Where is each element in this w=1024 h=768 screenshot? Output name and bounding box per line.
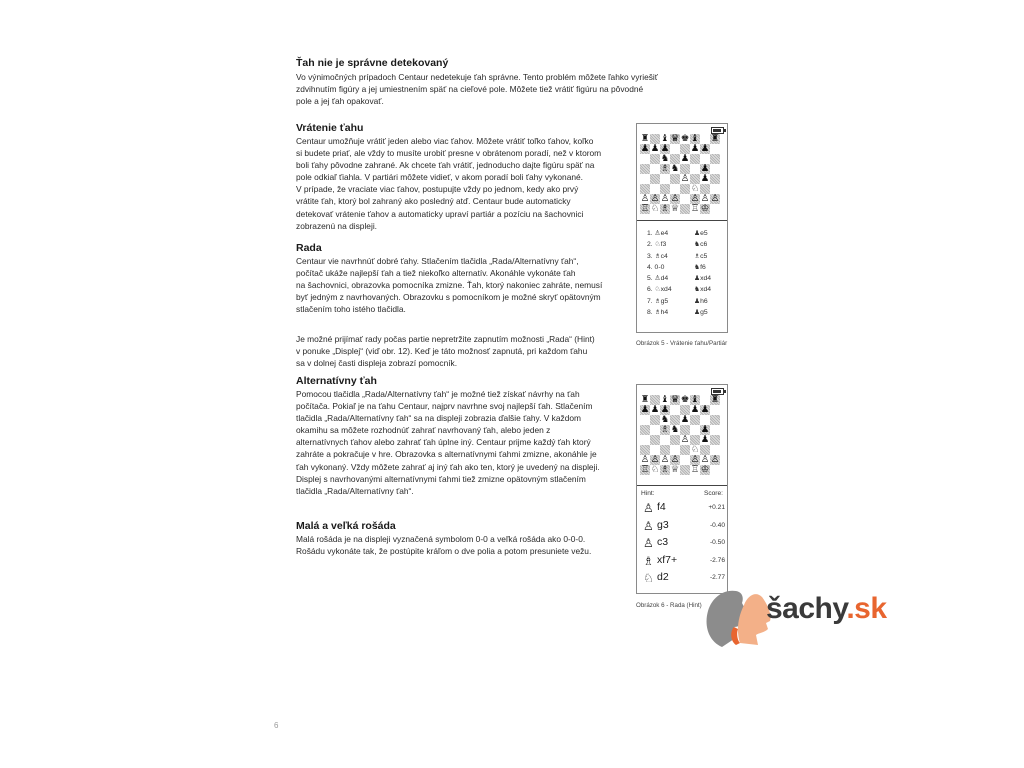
board-square bbox=[700, 184, 710, 194]
board-square bbox=[680, 425, 690, 435]
board-square bbox=[650, 425, 660, 435]
move-row bbox=[647, 284, 727, 295]
chessboard bbox=[640, 134, 720, 214]
white-move: 1. ♙e4 bbox=[647, 230, 669, 237]
board-square: ♙ bbox=[640, 194, 650, 204]
board-square bbox=[650, 154, 660, 164]
board-square bbox=[640, 164, 650, 174]
board-square: ♘ bbox=[650, 204, 660, 214]
text-line: V prípade, že vraciate viac ťahov, postupujte vždy po jednom, kedy ako prvý bbox=[296, 184, 579, 195]
board-square: ♖ bbox=[690, 465, 700, 475]
board-square: ♟ bbox=[690, 144, 700, 154]
board-square: ♗ bbox=[660, 164, 670, 174]
board-square: ♙ bbox=[700, 455, 710, 465]
board-square: ♔ bbox=[700, 465, 710, 475]
board-square: ♚ bbox=[680, 134, 690, 144]
board-square: ♙ bbox=[670, 455, 680, 465]
board-square bbox=[640, 154, 650, 164]
board-square: ♕ bbox=[670, 204, 680, 214]
text-line: sa v dolnej časti displeja zobrazí pomocník. bbox=[296, 358, 458, 369]
board-square bbox=[700, 415, 710, 425]
board-square: ♙ bbox=[710, 194, 720, 204]
section-title-castling: Malá a veľká rošáda bbox=[296, 520, 396, 532]
board-square: ♞ bbox=[670, 164, 680, 174]
board-square bbox=[680, 164, 690, 174]
board-square bbox=[650, 164, 660, 174]
board-square bbox=[650, 415, 660, 425]
move-row bbox=[647, 262, 727, 273]
section-text-advice bbox=[296, 255, 636, 315]
board-square: ♕ bbox=[670, 465, 680, 475]
section-text-advice-2 bbox=[296, 333, 636, 369]
hint-score: +0.21 bbox=[708, 504, 725, 511]
divider bbox=[637, 485, 727, 486]
board-square: ♙ bbox=[650, 194, 660, 204]
board-square: ♞ bbox=[670, 425, 680, 435]
board-square bbox=[710, 204, 720, 214]
board-square bbox=[660, 435, 670, 445]
board-square: ♙ bbox=[660, 455, 670, 465]
board-square bbox=[680, 204, 690, 214]
board-square: ♜ bbox=[640, 395, 650, 405]
divider bbox=[637, 220, 727, 221]
board-square: ♖ bbox=[690, 204, 700, 214]
board-square bbox=[660, 174, 670, 184]
text-line: tlačidla „Rada/Alternatívny ťah“. bbox=[296, 485, 414, 496]
section-title-alt: Alternatívny ťah bbox=[296, 375, 377, 387]
text-line: ťah vykonaný. Vždy môžete zahrať aj iný ťah ako ten, ktorý je uvedený na displeji. bbox=[296, 461, 600, 472]
hint-row bbox=[643, 536, 725, 552]
board-square bbox=[670, 174, 680, 184]
board-square: ♖ bbox=[640, 204, 650, 214]
hint-score: -0.40 bbox=[709, 521, 725, 529]
board-square: ♙ bbox=[670, 194, 680, 204]
piece-icon: ♙ bbox=[643, 518, 654, 533]
board-square: ♙ bbox=[700, 194, 710, 204]
section-title-advice: Rada bbox=[296, 242, 322, 254]
board-square: ♖ bbox=[640, 465, 650, 475]
board-square bbox=[710, 144, 720, 154]
board-square: ♟ bbox=[700, 144, 710, 154]
text-line: na šachovnici, obrazovka pomocníka zmizne. Ťah, ktorý nakoniec zahráte, nemusí bbox=[296, 280, 603, 291]
board-square: ♔ bbox=[700, 204, 710, 214]
logo-tld: .sk bbox=[846, 592, 887, 625]
board-square bbox=[690, 154, 700, 164]
board-square: ♟ bbox=[680, 154, 690, 164]
board-square: ♙ bbox=[710, 455, 720, 465]
board-square bbox=[670, 184, 680, 194]
board-square bbox=[650, 395, 660, 405]
board-square bbox=[640, 174, 650, 184]
text-line: byť jedným z navrhovaných. Obrazovku s pomocníkom je možné skryť opätovným bbox=[296, 292, 601, 303]
board-square: ♙ bbox=[680, 435, 690, 445]
board-square bbox=[670, 154, 680, 164]
board-square bbox=[650, 174, 660, 184]
text-line: Pomocou tlačidla „Rada/Alternatívny ťah“ je možné tiež získať návrhy na ťah bbox=[296, 389, 580, 399]
board-square: ♚ bbox=[680, 395, 690, 405]
hint-move: g3 bbox=[657, 518, 669, 531]
text-line: Je možné prijímať rady počas partie nepretržite zapnutím možnosti „Rada“ (Hint) bbox=[296, 334, 595, 344]
white-move: 4. 0-0 bbox=[647, 263, 665, 271]
board-square: ♙ bbox=[660, 194, 670, 204]
section-text-alt bbox=[296, 388, 636, 497]
board-square: ♟ bbox=[660, 144, 670, 154]
board-square bbox=[680, 184, 690, 194]
figure6-display bbox=[636, 384, 728, 594]
board-square bbox=[640, 415, 650, 425]
section-text-castling bbox=[296, 533, 636, 557]
board-square bbox=[710, 435, 720, 445]
black-move: ♗c5 bbox=[694, 252, 708, 260]
figure5-caption: Obrázok 5 - Vrátenie ťahu/Partiár bbox=[636, 340, 728, 347]
board-square bbox=[710, 445, 720, 455]
board-square: ♞ bbox=[660, 415, 670, 425]
board-square bbox=[650, 445, 660, 455]
battery-icon bbox=[711, 127, 724, 134]
board-square: ♝ bbox=[660, 395, 670, 405]
board-square bbox=[680, 194, 690, 204]
board-square: ♟ bbox=[650, 144, 660, 154]
hint-row bbox=[643, 501, 725, 517]
text-line: si budete priať, ale vždy to musíte urobiť presne v obrátenom poradí, než v ktorom bbox=[296, 148, 602, 159]
battery-icon bbox=[711, 388, 724, 395]
board-square: ♙ bbox=[690, 194, 700, 204]
text-line: počítača. Pokiaľ je na ťahu Centaur, najprv navrhne svoj najlepší ťah. Stlačením bbox=[296, 401, 593, 412]
board-square bbox=[680, 144, 690, 154]
figure5-display bbox=[636, 123, 728, 333]
text-line: v ponuke „Displej“ (viď obr. 12). Keď je táto možnosť zapnutá, pri každom ťahu bbox=[296, 346, 588, 357]
section-title-undo: Vrátenie ťahu bbox=[296, 122, 364, 134]
board-square: ♟ bbox=[650, 405, 660, 415]
hint-label: Hint: bbox=[641, 490, 655, 497]
board-square bbox=[680, 455, 690, 465]
board-square: ♘ bbox=[690, 445, 700, 455]
board-square bbox=[680, 405, 690, 415]
move-row bbox=[647, 228, 727, 239]
black-move: ♟e5 bbox=[694, 230, 708, 237]
hint-move: d2 bbox=[657, 571, 669, 583]
board-square: ♘ bbox=[650, 465, 660, 475]
board-square: ♞ bbox=[660, 154, 670, 164]
text-line: pole a jej ťah opakovať. bbox=[296, 96, 384, 107]
page-number: 6 bbox=[274, 721, 279, 730]
board-square: ♟ bbox=[680, 415, 690, 425]
board-square bbox=[680, 445, 690, 455]
section-text-detected bbox=[296, 71, 716, 107]
board-square bbox=[700, 445, 710, 455]
board-square bbox=[710, 415, 720, 425]
text-line: vrátite ťah, ktorý bol zahraný ako posledný atď. Centaur bude automaticky bbox=[296, 196, 571, 207]
piece-icon: ♙ bbox=[643, 501, 654, 515]
text-line: pole odkiaľ ťiahla. V partiári môžete vidieť, v akom poradí boli ťahy vykonané. bbox=[296, 172, 583, 183]
black-move: ♟g5 bbox=[694, 309, 708, 317]
board-square bbox=[710, 405, 720, 415]
move-row bbox=[647, 296, 727, 307]
hint-move: f4 bbox=[657, 501, 666, 513]
move-row bbox=[647, 273, 727, 284]
white-move: 8. ♗h4 bbox=[647, 309, 669, 317]
black-move: ♞c6 bbox=[694, 241, 708, 249]
board-square bbox=[640, 425, 650, 435]
board-square: ♝ bbox=[690, 134, 700, 144]
board-square: ♟ bbox=[690, 405, 700, 415]
move-list bbox=[647, 228, 727, 318]
board-square: ♛ bbox=[670, 134, 680, 144]
move-row bbox=[647, 251, 727, 262]
text-line: tlačidla „Rada/Alternatívny ťah“ sa na displeji zobrazia ďalšie ťahy. V každom bbox=[296, 413, 581, 424]
piece-icon: ♙ bbox=[643, 536, 654, 550]
hint-row bbox=[643, 519, 725, 535]
board-square: ♙ bbox=[680, 174, 690, 184]
text-line: detekovať vrátenie ťahov a automaticky upraví partiár a pozíciu na šachovnici bbox=[296, 208, 584, 219]
board-square: ♗ bbox=[660, 465, 670, 475]
board-square bbox=[690, 425, 700, 435]
board-square bbox=[710, 184, 720, 194]
move-row bbox=[647, 307, 727, 318]
board-square bbox=[640, 184, 650, 194]
hint-row bbox=[643, 554, 725, 570]
board-square bbox=[710, 465, 720, 475]
board-square: ♛ bbox=[670, 395, 680, 405]
black-move: ♞xd4 bbox=[694, 286, 712, 294]
board-square: ♟ bbox=[700, 425, 710, 435]
hint-score: -2.76 bbox=[709, 556, 725, 564]
white-move: 3. ♗c4 bbox=[647, 252, 668, 260]
board-square bbox=[670, 144, 680, 154]
text-line: zobrazenú na displeji. bbox=[296, 220, 378, 231]
board-square bbox=[710, 154, 720, 164]
logo-name: šachy bbox=[766, 592, 847, 625]
board-square: ♗ bbox=[660, 425, 670, 435]
white-move: 7. ♗g5 bbox=[647, 297, 669, 305]
board-square: ♘ bbox=[690, 184, 700, 194]
black-move: ♟h6 bbox=[694, 297, 708, 305]
piece-icon: ♘ bbox=[643, 571, 654, 585]
board-square: ♟ bbox=[640, 144, 650, 154]
text-line: Centaur umožňuje vrátiť jeden alebo viac ťahov. Môžete vrátiť toľko ťahov, koľko bbox=[296, 136, 594, 146]
text-line: boli ťahy pôvodne zahrané. Ak chcete ťah vrátiť, jednoducho dajte figúru späť na bbox=[296, 160, 595, 171]
board-square: ♝ bbox=[690, 395, 700, 405]
board-square bbox=[710, 164, 720, 174]
text-line: Rošádu vykonáte tak, že postúpite kráľom o dve polia a potom presuniete vežu. bbox=[296, 546, 592, 557]
board-square bbox=[690, 415, 700, 425]
text-line: Displej s navrhovanými alternatívnymi ťahmi tiež zmizne opätovným stlačením bbox=[296, 473, 586, 484]
board-square bbox=[660, 445, 670, 455]
board-square bbox=[650, 435, 660, 445]
board-square: ♗ bbox=[660, 204, 670, 214]
black-move: ♞f6 bbox=[694, 263, 706, 271]
text-line: Vo výnimočných prípadoch Centaur nedetekuje ťah správne. Tento problém môžete ľahko vyriešiť bbox=[296, 72, 658, 82]
board-square bbox=[670, 435, 680, 445]
board-square: ♟ bbox=[700, 174, 710, 184]
logo-text bbox=[766, 592, 887, 626]
board-square bbox=[710, 425, 720, 435]
board-square: ♟ bbox=[700, 164, 710, 174]
board-square: ♝ bbox=[660, 134, 670, 144]
board-square: ♟ bbox=[700, 405, 710, 415]
figure6-caption: Obrázok 6 - Rada (Hint) bbox=[636, 602, 702, 609]
board-square: ♟ bbox=[640, 405, 650, 415]
board-square bbox=[670, 445, 680, 455]
board-square bbox=[650, 134, 660, 144]
board-square: ♟ bbox=[660, 405, 670, 415]
board-square bbox=[700, 134, 710, 144]
board-square: ♙ bbox=[650, 455, 660, 465]
board-square: ♙ bbox=[690, 455, 700, 465]
section-title-detected: Ťah nie je správne detekovaný bbox=[296, 57, 449, 69]
board-square bbox=[690, 174, 700, 184]
hint-header bbox=[641, 490, 723, 497]
chessboard bbox=[640, 395, 720, 475]
white-move: 5. ♙d4 bbox=[647, 275, 669, 283]
board-square bbox=[660, 184, 670, 194]
board-square: ♜ bbox=[640, 134, 650, 144]
board-square: ♜ bbox=[710, 395, 720, 405]
piece-icon: ♗ bbox=[643, 553, 654, 568]
white-move: 2. ♘f3 bbox=[647, 241, 667, 249]
board-square bbox=[700, 154, 710, 164]
board-square bbox=[670, 405, 680, 415]
hint-move: c3 bbox=[657, 536, 669, 548]
text-line: alternatívnych ťahov alebo zahrať ťah úplne iný. Centaur prijme každý ťah ktorý bbox=[296, 437, 591, 448]
hint-move: xf7+ bbox=[657, 553, 678, 566]
text-line: okamihu sa môžete rozhodnúť zahrať navrhovaný ťah, alebo jeden z bbox=[296, 425, 551, 436]
board-square: ♙ bbox=[640, 455, 650, 465]
score-label: Score: bbox=[703, 490, 723, 497]
white-move: 6. ♘xd4 bbox=[647, 286, 672, 294]
board-square bbox=[650, 184, 660, 194]
text-line: Centaur vie navrhnúť dobré ťahy. Stlačením tlačidla „Rada/Alternatívny ťah“, bbox=[296, 256, 579, 266]
board-square bbox=[710, 174, 720, 184]
black-move: ♟xd4 bbox=[694, 275, 712, 283]
text-line: stlačením toho istého tlačidla. bbox=[296, 304, 406, 315]
board-square bbox=[640, 445, 650, 455]
section-text-undo bbox=[296, 135, 636, 232]
hint-score: -0.50 bbox=[709, 539, 725, 546]
board-square bbox=[670, 415, 680, 425]
text-line: počítač ukáže najlepší ťah a tiež niekoľko alternatív. Akonáhle vykonáte ťah bbox=[296, 268, 576, 279]
board-square bbox=[640, 435, 650, 445]
hint-score: -2.77 bbox=[709, 574, 725, 581]
text-line: Malá rošáda je na displeji vyznačená symbolom 0-0 a veľká rošáda ako 0-0-0. bbox=[296, 534, 586, 544]
board-square: ♟ bbox=[700, 435, 710, 445]
board-square: ♜ bbox=[710, 134, 720, 144]
board-square bbox=[700, 395, 710, 405]
move-row bbox=[647, 239, 727, 250]
board-square bbox=[680, 465, 690, 475]
board-square bbox=[690, 435, 700, 445]
board-square bbox=[690, 164, 700, 174]
text-line: zahráte a pokračuje v hre. Obrazovka s alternatívnymi ťahmi zmizne, akonáhle je bbox=[296, 449, 597, 460]
text-line: zdvihnutím figúry a jej umiestnením späť na cieľové pole. Môžete tiež vrátiť figúru na pôvodné bbox=[296, 84, 644, 95]
